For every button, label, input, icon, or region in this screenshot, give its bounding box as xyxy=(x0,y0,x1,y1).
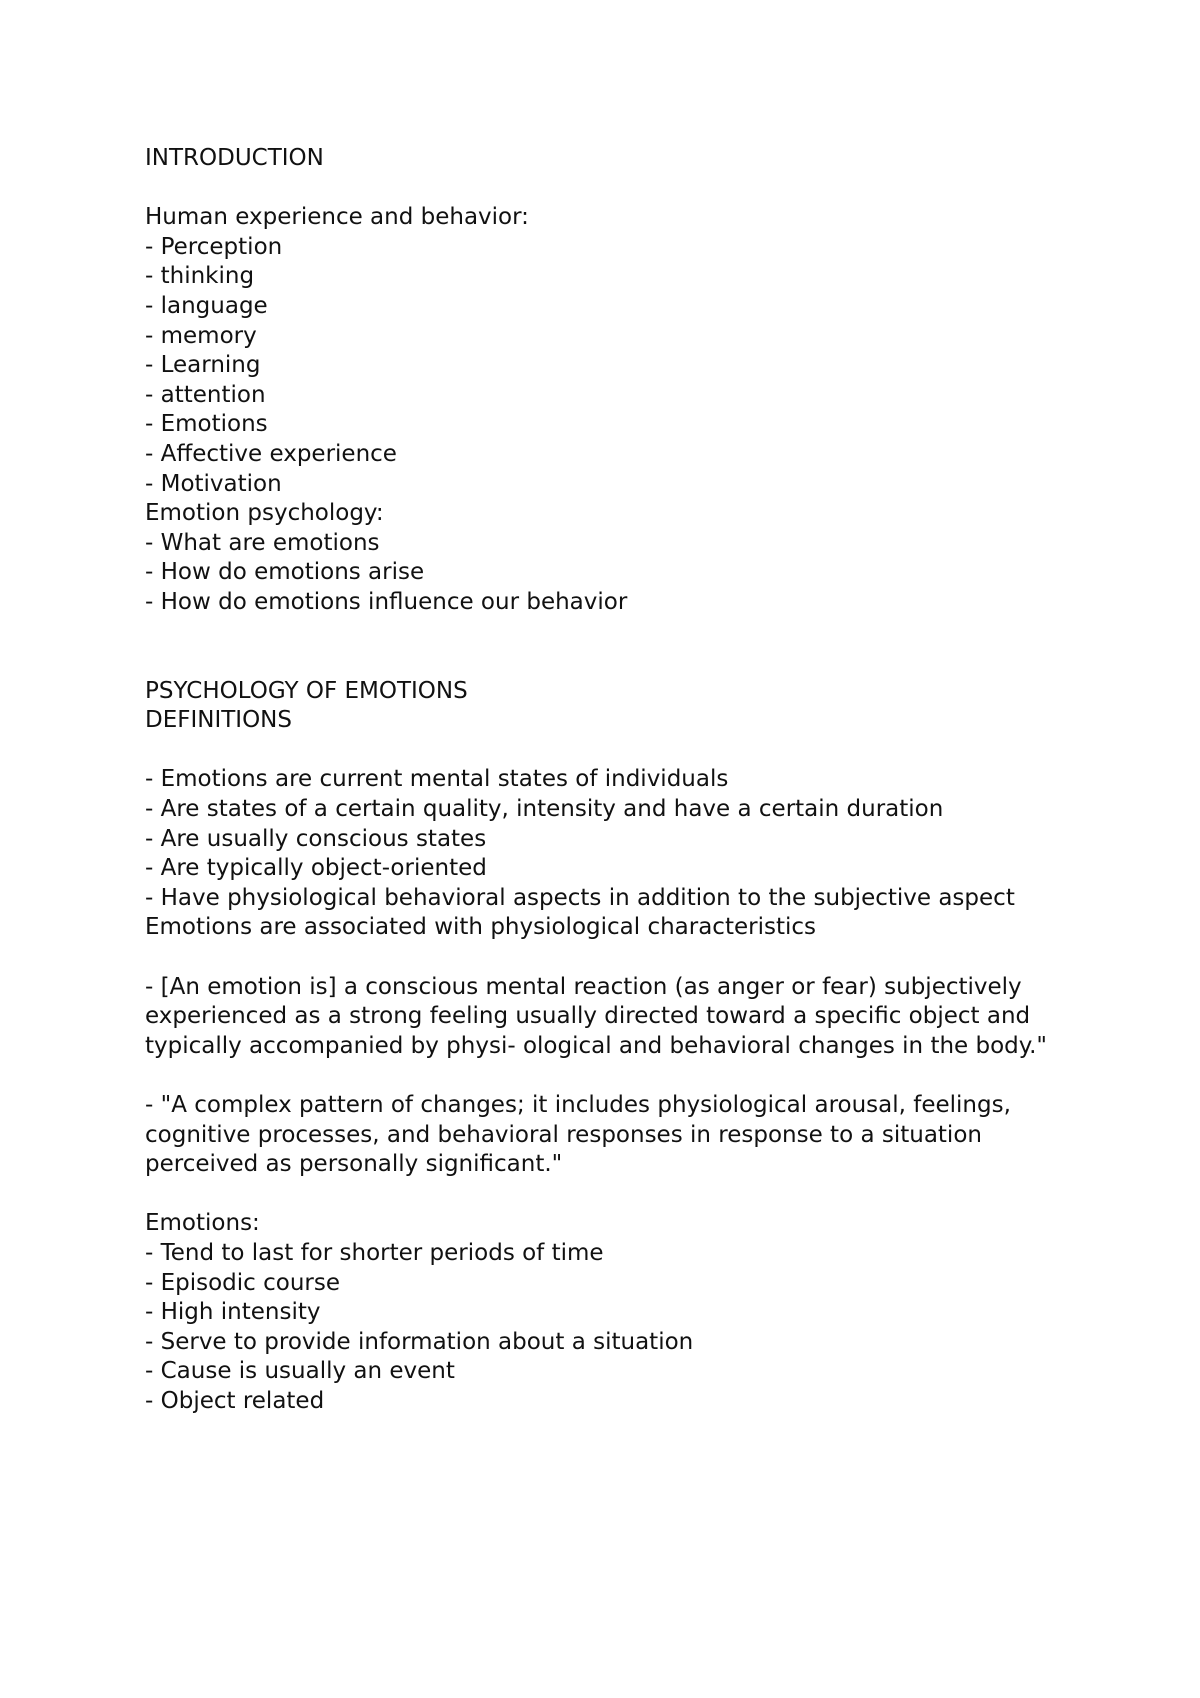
list-item: - Cause is usually an event xyxy=(145,1358,455,1385)
list-item: - Are states of a certain quality, intensity and have a certain duration xyxy=(145,796,944,823)
definitions-subheading: DEFINITIONS xyxy=(145,707,292,734)
list-item: - language xyxy=(145,292,268,319)
spacer xyxy=(145,736,1085,766)
document-page xyxy=(145,144,1085,1417)
list-item: - Are typically object-oriented xyxy=(145,855,487,882)
list-item: - thinking xyxy=(145,263,255,290)
spacer xyxy=(145,174,1085,204)
list-item: - How do emotions arise xyxy=(145,559,425,586)
list-item: - What are emotions xyxy=(145,529,380,556)
list-item: - High intensity xyxy=(145,1299,321,1326)
list-item: - attention xyxy=(145,381,266,408)
list-item: - Tend to last for shorter periods of time xyxy=(145,1239,604,1266)
psychology-heading: PSYCHOLOGY OF EMOTIONS xyxy=(145,677,468,704)
list-item: - Affective experience xyxy=(145,440,397,467)
list-item: - Are usually conscious states xyxy=(145,825,487,852)
emotions-label: Emotions: xyxy=(145,1210,260,1237)
list-item: - How do emotions influence our behavior xyxy=(145,588,628,615)
introduction-heading: INTRODUCTION xyxy=(145,145,324,171)
spacer xyxy=(145,1180,1085,1210)
list-item: - Episodic course xyxy=(145,1269,341,1296)
list-item: - memory xyxy=(145,322,257,349)
list-item: - Perception xyxy=(145,233,283,260)
list-item: - Emotions are current mental states of individuals xyxy=(145,766,729,793)
definition-quote: - "A complex pattern of changes; it includes physiological arousal, feelings, cognitive processes, and behavioral responses in response to a situation perceived as personally significant." xyxy=(145,1092,1011,1178)
list-item: - Serve to provide information about a situation xyxy=(145,1328,694,1355)
definition-quote: - [An emotion is] a conscious mental reaction (as anger or fear) subjectively experienced as a strong feeling usually directed toward a specific object and typically accompanied by physi- ological and behavioral changes in the body." xyxy=(145,973,1047,1059)
list-item: - Object related xyxy=(145,1387,325,1414)
list-item: - Motivation xyxy=(145,470,282,497)
physiological-note: Emotions are associated with physiological characteristics xyxy=(145,914,816,941)
human-experience-label: Human experience and behavior: xyxy=(145,204,529,231)
list-item: - Emotions xyxy=(145,411,268,438)
list-item: - Learning xyxy=(145,352,261,379)
spacer xyxy=(145,1061,1085,1091)
emotion-psychology-label: Emotion psychology: xyxy=(145,500,384,527)
spacer xyxy=(145,943,1085,973)
list-item: - Have physiological behavioral aspects in addition to the subjective aspect xyxy=(145,884,1015,911)
spacer xyxy=(145,618,1085,677)
